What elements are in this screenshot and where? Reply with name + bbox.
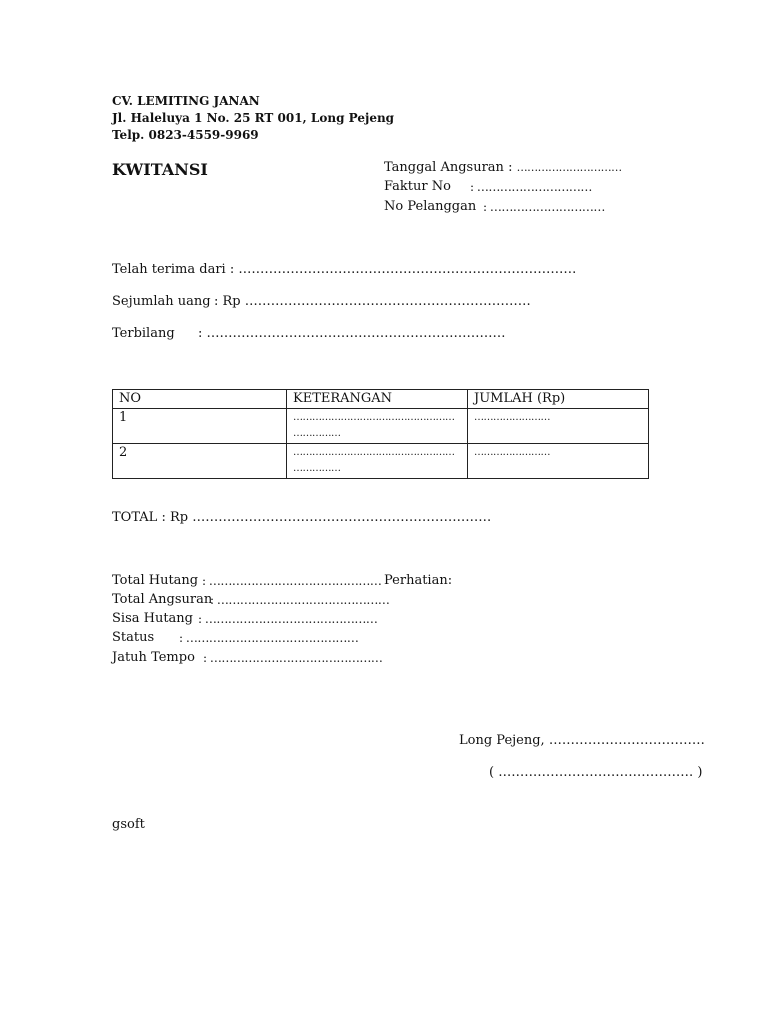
jatuh-tempo-label: Jatuh Tempo <box>112 650 195 665</box>
place-date-field[interactable]: Long Pejeng, ……………………………… <box>459 733 705 748</box>
company-phone: Telp. 0823-4559-9969 <box>112 128 259 142</box>
row-keterangan[interactable] <box>287 409 468 444</box>
header-keterangan: KETERANGAN <box>287 390 468 409</box>
table-header-row <box>113 390 649 409</box>
faktur-no-label: Faktur No <box>384 179 451 194</box>
faktur-no-field[interactable]: : ………………………… <box>470 180 592 194</box>
sejumlah-uang-field[interactable]: : Rp ………………………………………………………… <box>214 294 531 309</box>
row-no: 1 <box>113 409 287 444</box>
keterangan-line: …………………………………………… <box>293 412 455 423</box>
terbilang-field[interactable]: : …………………………………………………………… <box>198 326 506 341</box>
sisa-hutang-label: Sisa Hutang <box>112 611 193 626</box>
company-address: Jl. Haleluya 1 No. 25 RT 001, Long Pejeng <box>112 111 395 125</box>
footer-brand: gsoft <box>112 817 145 832</box>
jumlah-line: …………………… <box>474 447 550 458</box>
tanggal-angsuran-field[interactable]: ………………………… <box>516 161 622 174</box>
total-angsuran-label: Total Angsuran <box>112 592 213 607</box>
total-hutang-field[interactable]: : ……………………………………… <box>202 574 382 588</box>
signature-name-field[interactable]: ( ……………………………………… ) <box>489 765 703 780</box>
status-field[interactable]: : ……………………………………… <box>179 631 359 645</box>
jatuh-tempo-field[interactable]: : ……………………………………… <box>203 651 383 665</box>
document-title: KWITANSI <box>112 160 208 179</box>
total-field[interactable]: TOTAL : Rp …………………………………………………………… <box>112 510 492 525</box>
keterangan-line: …………………………………………… <box>293 447 455 458</box>
row-keterangan[interactable] <box>287 444 468 479</box>
status-label: Status <box>112 630 155 645</box>
table-row <box>113 444 649 479</box>
tanggal-angsuran-label: Tanggal Angsuran : <box>384 160 517 175</box>
sejumlah-uang-label: Sejumlah uang <box>112 294 211 309</box>
row-jumlah[interactable] <box>468 444 649 479</box>
header-jumlah: JUMLAH (Rp) <box>468 390 649 409</box>
header-no: NO <box>113 390 287 409</box>
sisa-hutang-field[interactable]: : ……………………………………… <box>198 612 378 626</box>
telah-terima-dari-field[interactable]: Telah terima dari : …………………………………………………………………… <box>112 262 577 277</box>
items-table <box>112 389 649 479</box>
no-pelanggan-field[interactable]: : ………………………… <box>483 200 605 214</box>
terbilang-label: Terbilang <box>112 326 175 341</box>
table-row <box>113 409 649 444</box>
jumlah-line: …………………… <box>474 412 550 423</box>
keterangan-line: …………… <box>293 463 341 474</box>
perhatian-label: Perhatian: <box>384 573 453 588</box>
keterangan-line: …………… <box>293 428 341 439</box>
row-jumlah[interactable] <box>468 409 649 444</box>
tanggal-angsuran-row <box>384 160 622 176</box>
company-name: CV. LEMITING JANAN <box>112 94 260 108</box>
total-hutang-label: Total Hutang <box>112 573 199 588</box>
row-no: 2 <box>113 444 287 479</box>
total-angsuran-field[interactable]: : ……………………………………… <box>210 593 390 607</box>
no-pelanggan-label: No Pelanggan <box>384 199 477 214</box>
